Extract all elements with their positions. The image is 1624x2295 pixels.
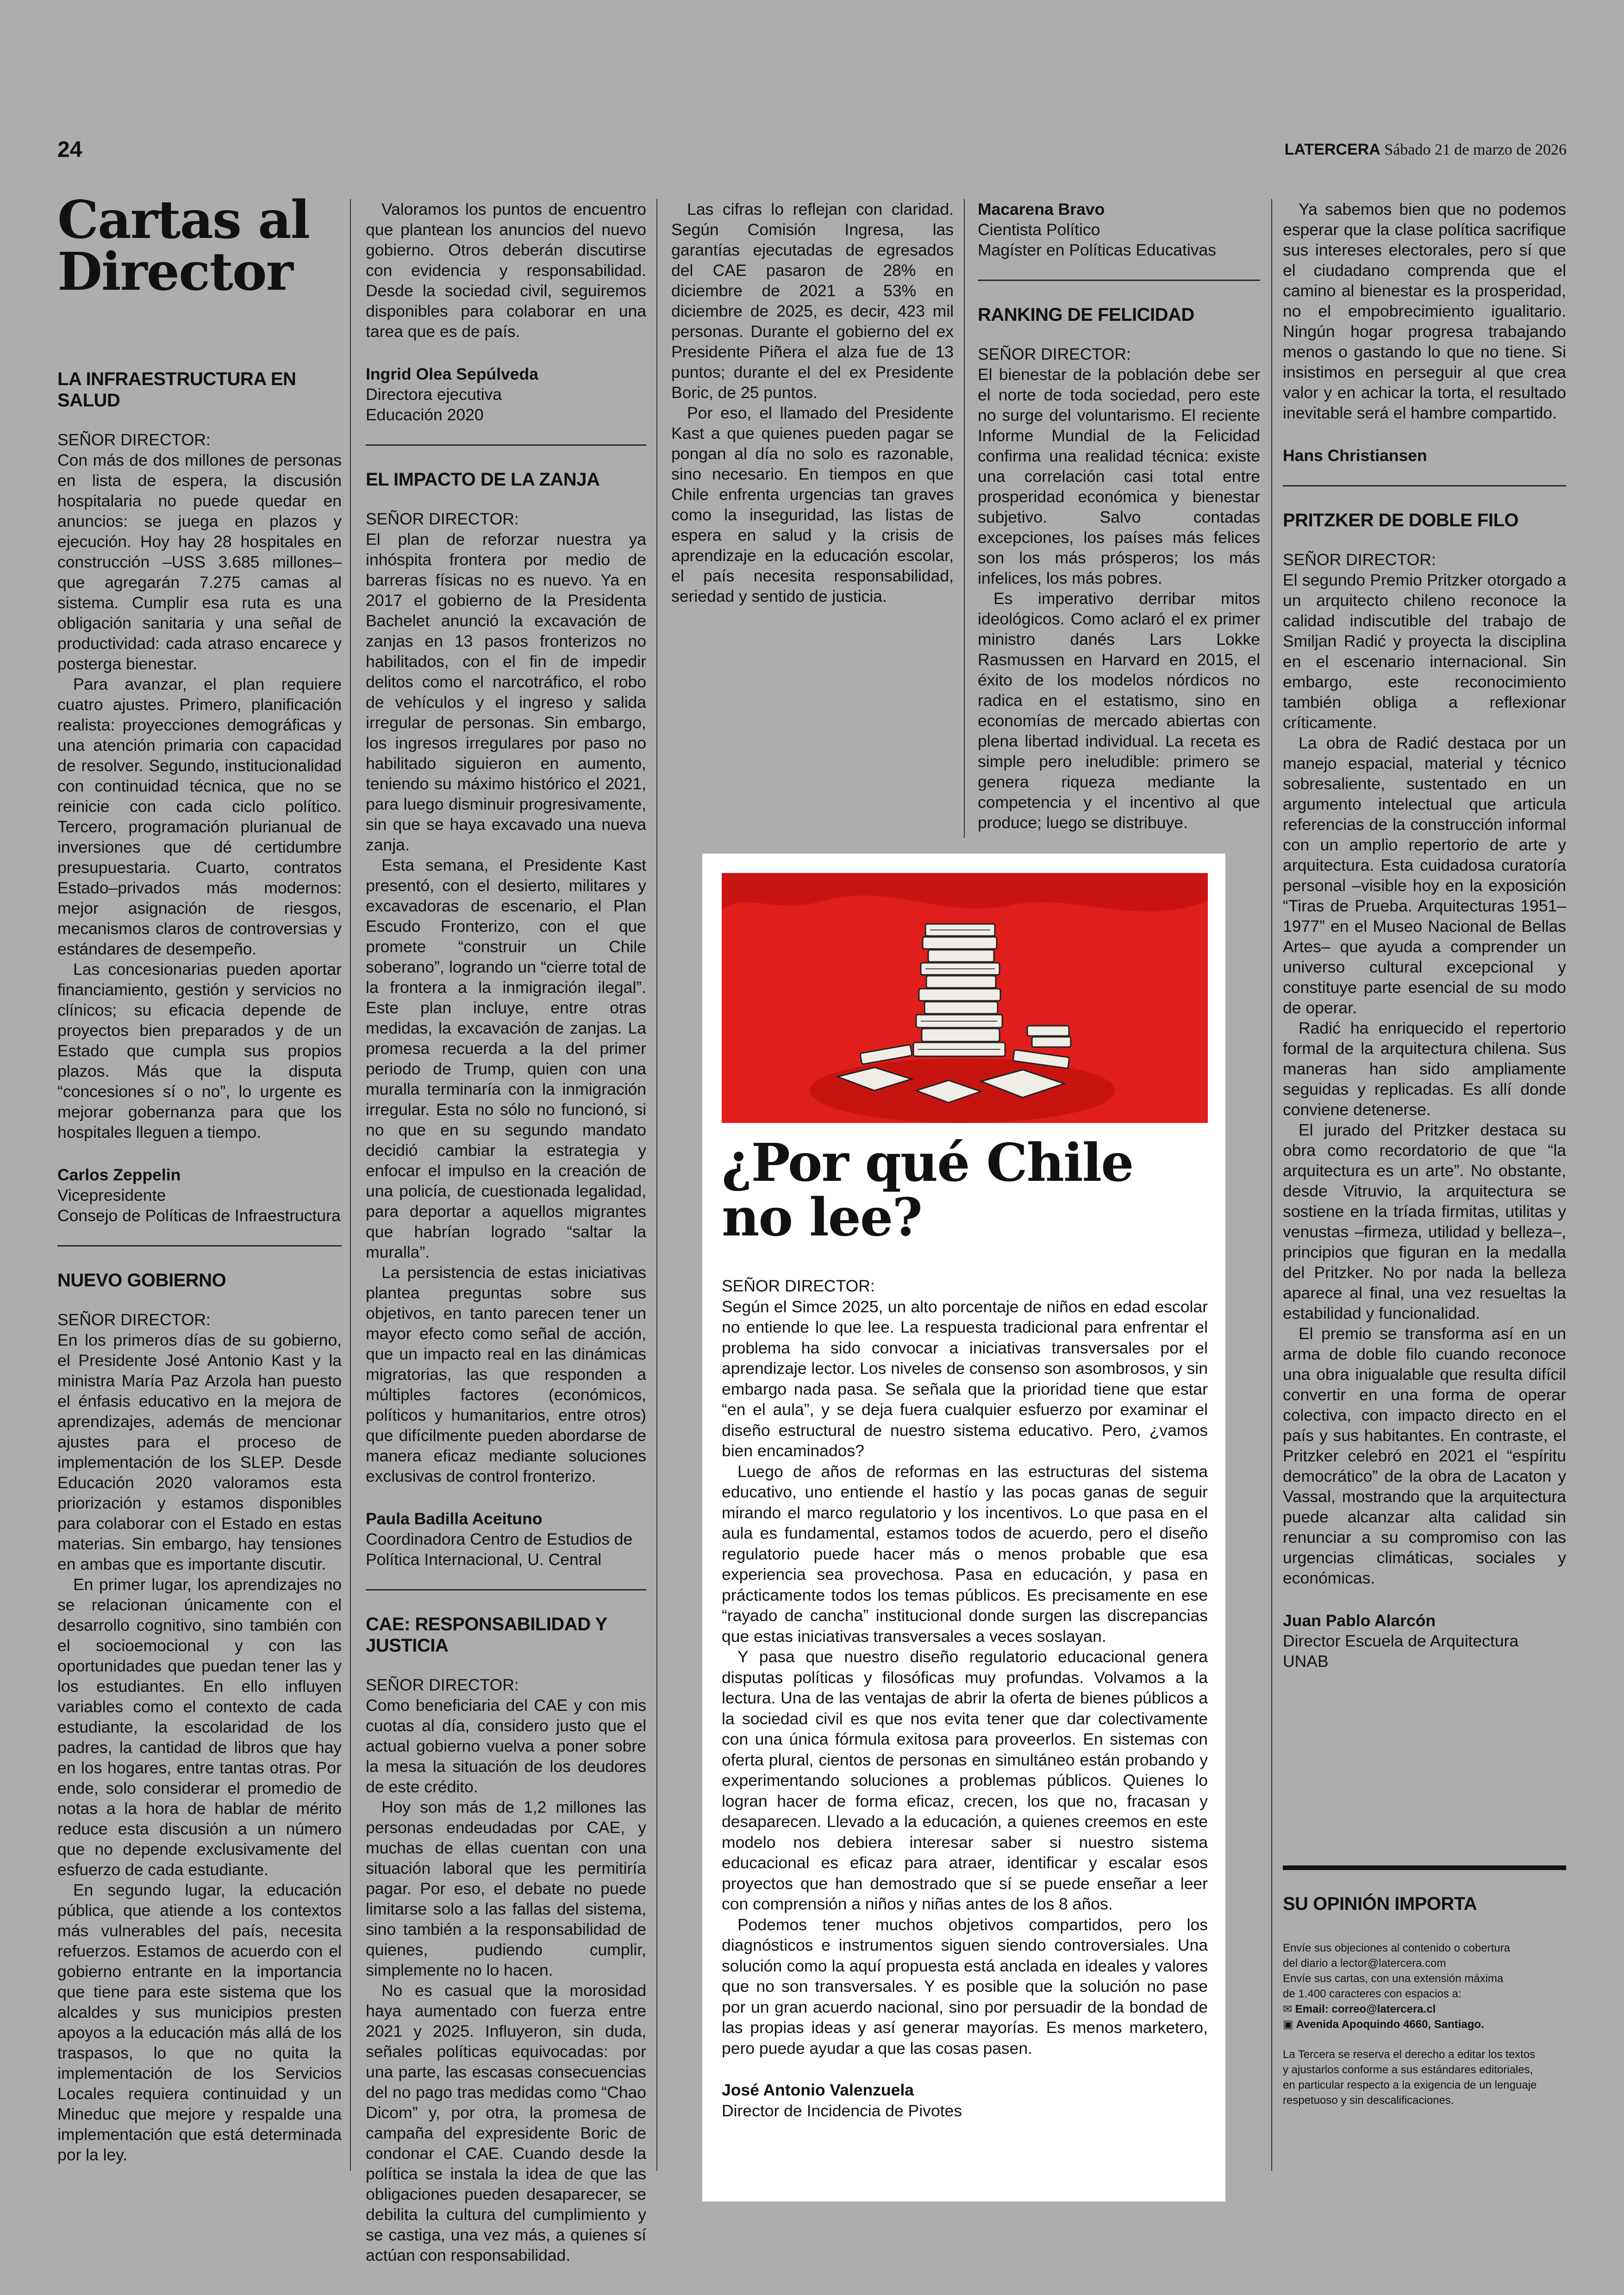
- paragraph: Las concesionarias pueden aportar financiamiento, gestión y servicios no clínicos; su eficacia depende de proyectos bien preparados y de un Estado que cumpla sus propios plazos. Más que la disputa “concesiones sí o no”, lo urgente es mejorar gobernanza para que los hospitales lleguen a tiempo.: [57, 960, 342, 1141]
- address-line: [1283, 2017, 1566, 2032]
- books-illustration-svg: [722, 873, 1208, 1123]
- paragraph: El jurado del Pritzker destaca su obra como recordatorio de que “la arquitectura es un arte”. No obstante, desde Vitruvio, la arquitectura se sostiene en la tríada firmitas, utilitas y venustas –firmeza, utilidad y belleza–, principios que figuran en la medalla del Pritzker. No por nada la belleza aparece al final, una vez resueltas la estabilidad y funcionalidad.: [1283, 1121, 1566, 1322]
- salutation: SEÑOR DIRECTOR:: [57, 1310, 211, 1329]
- signer-title: Coordinadora Centro de Estudios de: [366, 1530, 633, 1548]
- paragraph: Con más de dos millones de personas en lista de espera, la discusión hospitalaria no puede quedar en anuncios: se juega en plazos y ejecución. Hoy hay 28 hospitales en construcción –USS 3.685 millones– que agregarán 7.275 camas al sistema. Cumplir esa ruta es una obligación sanitaria y una señal de productividad: cada atraso encarece y posterga bienestar.: [57, 451, 342, 673]
- signer-name: José Antonio Valenzuela: [722, 2081, 914, 2099]
- signature: [1283, 445, 1566, 466]
- disclaimer: [1283, 2047, 1566, 2108]
- opinion-line: Envíe sus cartas, con una extensión máxima: [1283, 1972, 1504, 1985]
- signer-name: Paula Badilla Aceituno: [366, 1509, 543, 1528]
- salutation: SEÑOR DIRECTOR:: [1283, 550, 1436, 569]
- signer-title: Política Internacional, U. Central: [366, 1550, 602, 1569]
- paragraph: En los primeros días de su gobierno, el Presidente José Antonio Kast y la ministra María Paz Arzola han puesto el énfasis educativo en la mejora de aprendizajes, además de mencionar ajustes para el proceso de implementación de los SLEP. Desde Educación 2020 valoramos esta priorización y estamos disponibles para colaborar con el Estado en estas materias. Sin embargo, hay tensiones en ambas que es importante discutir.: [57, 1331, 342, 1573]
- paragraph: Hoy son más de 1,2 millones las personas endeudadas por CAE, y muchas de ellas cuentan con una situación laboral que les permitiría pagar. Por eso, el debate no puede limitarse solo a las fallas del sistema, sino también a la responsabilidad de quienes, pudiendo cumplir, simplemente no lo hacen.: [366, 1798, 646, 1979]
- signer-title: Vicepresidente: [57, 1186, 166, 1204]
- paragraph: Esta semana, el Presidente Kast presentó, con el desierto, militares y excavadoras de escenario, el Plan Escudo Fronterizo, con el que promete “construir un Chile soberano”, logrando un “cierre total de la frontera a la inmigración ilegal”. Este plan incluye, entre otras medidas, la excavación de zanjas. La promesa recuerda a la del primer periodo de Trump, quien con una muralla terminaría con la inmigración irregular. Esta no sólo no funcionó, si no que en su segundo mandato decidió cambiar la estrategia y enfocar el impulso en la creación de una policía, de cuestionada legalidad, para deportar a aquellos migrantes que habrían logrado “saltar la muralla”.: [366, 856, 646, 1261]
- column-rule: [350, 199, 351, 2171]
- paragraph: Radić ha enriquecido el repertorio formal de la arquitectura chilena. Sus maneras han sido ampliamente seguidas y replicadas. Es allí donde conviene detenerse.: [1283, 1019, 1566, 1119]
- paragraph: Según el Simce 2025, un alto porcentaje de niños en edad escolar no entiende lo que lee. La respuesta tradicional para enfrentar el problema ha sido convocar a iniciativas transversales por el aprendizaje lector. Los niveles de consenso son asombrosos, y sin embargo nada pasa. Se señala que la prioridad tiene que estar “en el aula”, y se deja fuera cualquier esfuerzo por examinar el diseño estructural de nuestro sistema educativo. Pero, ¿vamos bien encaminados?: [722, 1297, 1208, 1460]
- letter-heading: EL IMPACTO DE LA ZANJA: [366, 469, 600, 490]
- signer-title: Consejo de Políticas de Infraestructura: [57, 1206, 341, 1225]
- signature: [57, 1165, 342, 1226]
- books-stack-illustration: [722, 873, 1208, 1123]
- column-1: [57, 368, 342, 2165]
- paragraph: No es casual que la morosidad haya aumentado con fuerza entre 2021 y 2025. Influyeron, sin duda, señales políticas equivocadas: por una parte, las escasas consecuencias del no pago tras medidas como “Chao Dicom” y, por otra, la promesa de campaña del expresidente Boric de condonar el CAE. Cuando desde la política se instala la idea de que las obligaciones pueden desaparecer, se debilita la cultura del cumplimiento y se castiga, una vez más, a quienes sí actúan con responsabilidad.: [366, 1981, 646, 2264]
- mail-icon: ✉: [1283, 2003, 1295, 2015]
- signature: [978, 199, 1260, 260]
- paragraph: El bienestar de la población debe ser el norte de toda sociedad, pero este no surge del voluntarismo. El reciente Informe Mundial de la Felicidad confirma una realidad técnica: existe una correlación casi total entre prosperidad económica y bienestar subjetivo. Salvo contadas excepciones, los países más felices son los más prósperos; los más infelices, los más pobres.: [978, 365, 1260, 587]
- signer-name: Carlos Zeppelin: [57, 1166, 181, 1184]
- disclaimer-line: respetuoso y sin descalificaciones.: [1283, 2094, 1454, 2107]
- opinion-box-heading: SU OPINIÓN IMPORTA: [1283, 1894, 1477, 1914]
- divider: [978, 280, 1260, 281]
- address-text: Avenida Apoquindo 4660, Santiago.: [1296, 2018, 1484, 2031]
- masthead: [1285, 141, 1567, 159]
- letter-heading: LA INFRAESTRUCTURA EN SALUD: [57, 369, 296, 411]
- feature-body: [722, 1276, 1208, 2121]
- paragraph: En primer lugar, los aprendizajes no se relacionan únicamente con el desarrollo cognitivo, sino también con el socioemocional y con las oportunidades que puedan tener las y los estudiantes. En ello influyen variables como el contexto de cada estudiante, la escolaridad de los padres, la cantidad de libros que hay en los hogares, entre tantas otras. Por ende, solo considerar el promedio de notas a la hora de hablar de mérito reduce esta discusión a un número que no depende exclusivamente del esfuerzo de cada estudiante.: [57, 1575, 342, 1879]
- divider: [366, 444, 646, 446]
- signer-title: Director de Incidencia de Pivotes: [722, 2101, 962, 2120]
- letter-heading: PRITZKER DE DOBLE FILO: [1283, 510, 1518, 530]
- signer-title: UNAB: [1283, 1652, 1329, 1671]
- paragraph: Las cifras lo reflejan con claridad. Según Comisión Ingresa, las garantías ejecutadas de egresados del CAE pasaron de 28% en diciembre de 2021 a 53% en diciembre de 2025, es decir, 423 mil personas. Durante el gobierno del ex Presidente Piñera el alza fue de 13 puntos; durante el del ex Presidente Boric, de 25 puntos.: [671, 200, 954, 402]
- letter-heading: NUEVO GOBIERNO: [57, 1270, 226, 1291]
- paragraph: Es imperativo derribar mitos ideológicos. Como aclaró el ex primer ministro danés Lars Lokke Rasmussen en Harvard en 2015, el éxito de los modelos nórdicos no radica en el estatismo, sino en economías de mercado abiertas con plena libertad individual. La receta es simple pero ineludible: primero se genera riqueza mediante la competencia y el incentivo al que produce; luego se distribuye.: [978, 589, 1260, 832]
- salutation: SEÑOR DIRECTOR:: [366, 510, 519, 528]
- paragraph: El premio se transforma así en un arma de doble filo cuando reconoce una obra inigualable que resulta difícil convertir en una forma de operar colectiva, con impacto directo en el país y sus habitantes. En contraste, el Pritzker celebró en 2021 el “espíritu democrático” de la obra de Lacaton y Vassal, mostrando que la arquitectura puede alcanzar alta calidad sin renunciar a su compromiso con las urgencias climáticas, sociales y económicas.: [1283, 1324, 1566, 1587]
- masthead-date: Sábado 21 de marzo de 2026: [1384, 141, 1567, 158]
- salutation: SEÑOR DIRECTOR:: [978, 345, 1131, 363]
- feature-letter: [702, 854, 1225, 2201]
- signer-title: Director Escuela de Arquitectura: [1283, 1632, 1519, 1650]
- disclaimer-line: y ajustarlos conforme a sus estándares editoriales,: [1283, 2064, 1533, 2076]
- column-2: [366, 199, 646, 2265]
- paragraph: El plan de reforzar nuestra ya inhóspita frontera por medio de barreras físicas no es nuevo. Ya en 2017 el gobierno de la Presidenta Bachelet anunció la excavación de zanjas en 13 pasos fronterizos no habilitados, con el fin de impedir delitos como el narcotráfico, el robo de vehículos y el ingreso y salida irregular de personas. Sin embargo, los ingresos irregulares por paso no habilitado siguieron en aumento, teniendo su máximo histórico el 2021, para luego disminuir progresivamente, sin que se haya excavado una nueva zanja.: [366, 530, 646, 854]
- column-rule: [964, 199, 965, 838]
- column-3: [671, 199, 954, 606]
- paragraph: Podemos tener muchos objetivos compartidos, pero los diagnósticos e instrumentos siguen siendo controversiales. Una solución como la aquí propuesta está anclada en ideales y valores que no son transversales. Y es posible que la solución no pase por un gran acuerdo nacional, sino por persuadir de la bondad de las propias ideas y así generar mayorías. Es menos marketero, pero puede ayudar a que las cosas pasen.: [722, 1915, 1208, 2058]
- page-number: 24: [57, 137, 82, 162]
- paragraph: La persistencia de estas iniciativas plantea preguntas sobre sus objetivos, en tanto parecen tener un mayor efecto como señal de acción, que un impacto real en las dinámicas migratorias, las que responden a múltiples factores (económicos, políticos y humanitarios, entre otros) que difícilmente pueden abordarse de manera eficaz mediante soluciones exclusivas de control fronterizo.: [366, 1263, 646, 1485]
- paragraph: Como beneficiaria del CAE y con mis cuotas al día, considero justo que el actual gobierno vuelva a poner sobre la mesa la situación de los deudores de este crédito.: [366, 1696, 646, 1796]
- column-4: [978, 199, 1260, 833]
- paragraph: Y pasa que nuestro diseño regulatorio educacional genera disputas políticas y filosóficas muy profundas. Volvamos a la lectura. Una de las ventajas de abrir la oferta de bienes públicos a la sociedad civil es que nos evita tener que dar colectivamente con una única fórmula exitosa para proveerlos. En sistemas con oferta plural, cientos de personas en simultáneo están probando y experimentando soluciones a problemas públicos. Quienes lo logran hacer de forma eficaz, crecen, los que no, fracasan y desaparecen. Llevado a la educación, a quienes creemos en este modelo nos debiera interesar saber si nuestro sistema educacional es eficaz para atraer, identificar y escalar esos proyectos que han demostrado que sí se puede enseñar a leer con comprensión a niños y niñas antes de los 8 años.: [722, 1647, 1208, 1913]
- signature: [366, 364, 646, 425]
- paragraph: Luego de años de reformas en las estructuras del sistema educativo, uno entiende el hastío y las pocas ganas de seguir mirando el marco regulatorio y los incentivos. Lo que pasa en el aula es fundamental, estamos todos de acuerdo, pero el diseño regulatorio puede hacer más o menos probable que esa experiencia sea provechosa. Pasa en educación, y pasa en prácticamente todos los temas públicos. Es precisamente en ese “rayado de cancha” institucional donde surgen las discrepancias que estas iniciativas transversales a veces soslayan.: [722, 1462, 1208, 1646]
- signer-title: Magíster en Políticas Educativas: [978, 241, 1216, 259]
- signer-title: Cientista Político: [978, 220, 1100, 239]
- paragraph: Ya sabemos bien que no podemos esperar que la clase política sacrifique sus intereses electorales, pero sí que el ciudadano comprenda que el camino al bienestar es la prosperidad, no el empobrecimiento igualitario. Ningún hogar progresa trabajando menos o gastando lo que no tiene. Si insistimos en perseguir al que crea valor y en achicar la torta, el resultado inevitable será el hambre compartido.: [1283, 200, 1566, 422]
- masthead-brand: LATERCERA: [1284, 141, 1380, 158]
- paragraph: El segundo Premio Pritzker otorgado a un arquitecto chileno reconoce la calidad indiscutible del trabajo de Smiljan Radić y proyecta la disciplina en el escenario internacional. Sin embargo, este reconocimiento también obliga a reflexionar críticamente.: [1283, 571, 1566, 732]
- paragraph: Por eso, el llamado del Presidente Kast a que quienes pueden pagar se pongan al día no solo es razonable, sino necesario. En tiempos en que Chile enfrenta urgencias tan graves como la inseguridad, las listas de espera en salud y la crisis de aprendizaje en la educación escolar, el país necesita responsabilidad, seriedad y sentido de justicia.: [671, 404, 954, 605]
- opinion-line: del diario a lector@latercera.com: [1283, 1957, 1446, 1970]
- signer-name: Macarena Bravo: [978, 200, 1105, 218]
- feature-title: ¿Por qué Chile no lee?: [722, 1133, 1133, 1248]
- paragraph: En segundo lugar, la educación pública, que atiende a los contextos más vulnerables del país, necesita refuerzos. Estamos de acuerdo con el gobierno entrante en la importancia que tiene para este sistema que los alcaldes y sus municipios presten apoyos a la educación más allá de los traspasos, lo que no quita la implementación de los Servicios Locales requiera continuidad y un Mineduc que mejore y respalde una implementación que está determinada por la ley.: [57, 1881, 342, 2164]
- signer-name: Juan Pablo Alarcón: [1283, 1611, 1436, 1630]
- paragraph: Valoramos los puntos de encuentro que plantean los anuncios del nuevo gobierno. Otros deberán discutirse con evidencia y responsabilidad. Desde la sociedad civil, seguiremos disponibles para colaborar en una tarea que es de país.: [366, 200, 646, 341]
- signature: [722, 2080, 1208, 2121]
- section-title: Cartas al Director: [57, 190, 310, 302]
- paragraph: La obra de Radić destaca por un manejo espacial, material y técnico sobresaliente, sustentado en un argumento intelectual que articula referencias de la construcción informal con un amplio repertorio de arte y arquitectura. Esta cuidadosa curatoría personal –visible hoy en la exposición “Tiras de Prueba. Arquitecturas 1951–1977” en el Museo Nacional de Bellas Artes– que ayuda a comprender un universo cultural excepcional y constituye parte esencial de su modo de operar.: [1283, 734, 1566, 1017]
- signer-name: Hans Christiansen: [1283, 446, 1427, 465]
- building-icon: ▣: [1283, 2018, 1296, 2031]
- column-5: [1283, 199, 1566, 1671]
- divider: [1283, 485, 1566, 486]
- paragraph: Para avanzar, el plan requiere cuatro ajustes. Primero, planificación realista: proyecciones demográficas y una atención primaria con capacidad de resolver. Segundo, institucionalidad con continuidad técnica, que no se reinicie con cada ciclo político. Tercero, programación plurianual de inversiones que dé certidumbre presupuestaria. Cuarto, contratos Estado–privados más modernos: mejor asignación de riesgos, mecanismos claros de controversias y estándares de desempeño.: [57, 675, 342, 958]
- salutation: SEÑOR DIRECTOR:: [57, 430, 211, 449]
- signer-title: Directora ejecutiva: [366, 385, 502, 404]
- column-rule: [656, 199, 657, 2171]
- signer-name: Ingrid Olea Sepúlveda: [366, 365, 538, 383]
- salutation: SEÑOR DIRECTOR:: [722, 1277, 875, 1295]
- salutation: SEÑOR DIRECTOR:: [366, 1676, 519, 1694]
- signature: [366, 1509, 646, 1570]
- letter-heading: CAE: RESPONSABILIDAD Y JUSTICIA: [366, 1614, 607, 1656]
- signer-title: Educación 2020: [366, 405, 484, 424]
- email-text[interactable]: Email: correo@latercera.cl: [1295, 2003, 1436, 2015]
- opinion-line: de 1.400 caracteres con espacios a:: [1283, 1988, 1462, 2000]
- opinion-line: Envíe sus objeciones al contenido o cobertura: [1283, 1942, 1510, 1954]
- opinion-box: [1283, 1893, 1566, 2108]
- signature: [1283, 1610, 1566, 1671]
- divider: [57, 1245, 342, 1247]
- letter-heading: RANKING DE FELICIDAD: [978, 305, 1194, 325]
- disclaimer-line: en particular respecto a la exigencia de un lenguaje: [1283, 2079, 1537, 2091]
- divider: [366, 1589, 646, 1590]
- column-rule: [1271, 199, 1272, 2171]
- opinion-box-rule: [1283, 1865, 1566, 1870]
- email-line: [1283, 2002, 1566, 2017]
- disclaimer-line: La Tercera se reserva el derecho a editar los textos: [1283, 2048, 1536, 2061]
